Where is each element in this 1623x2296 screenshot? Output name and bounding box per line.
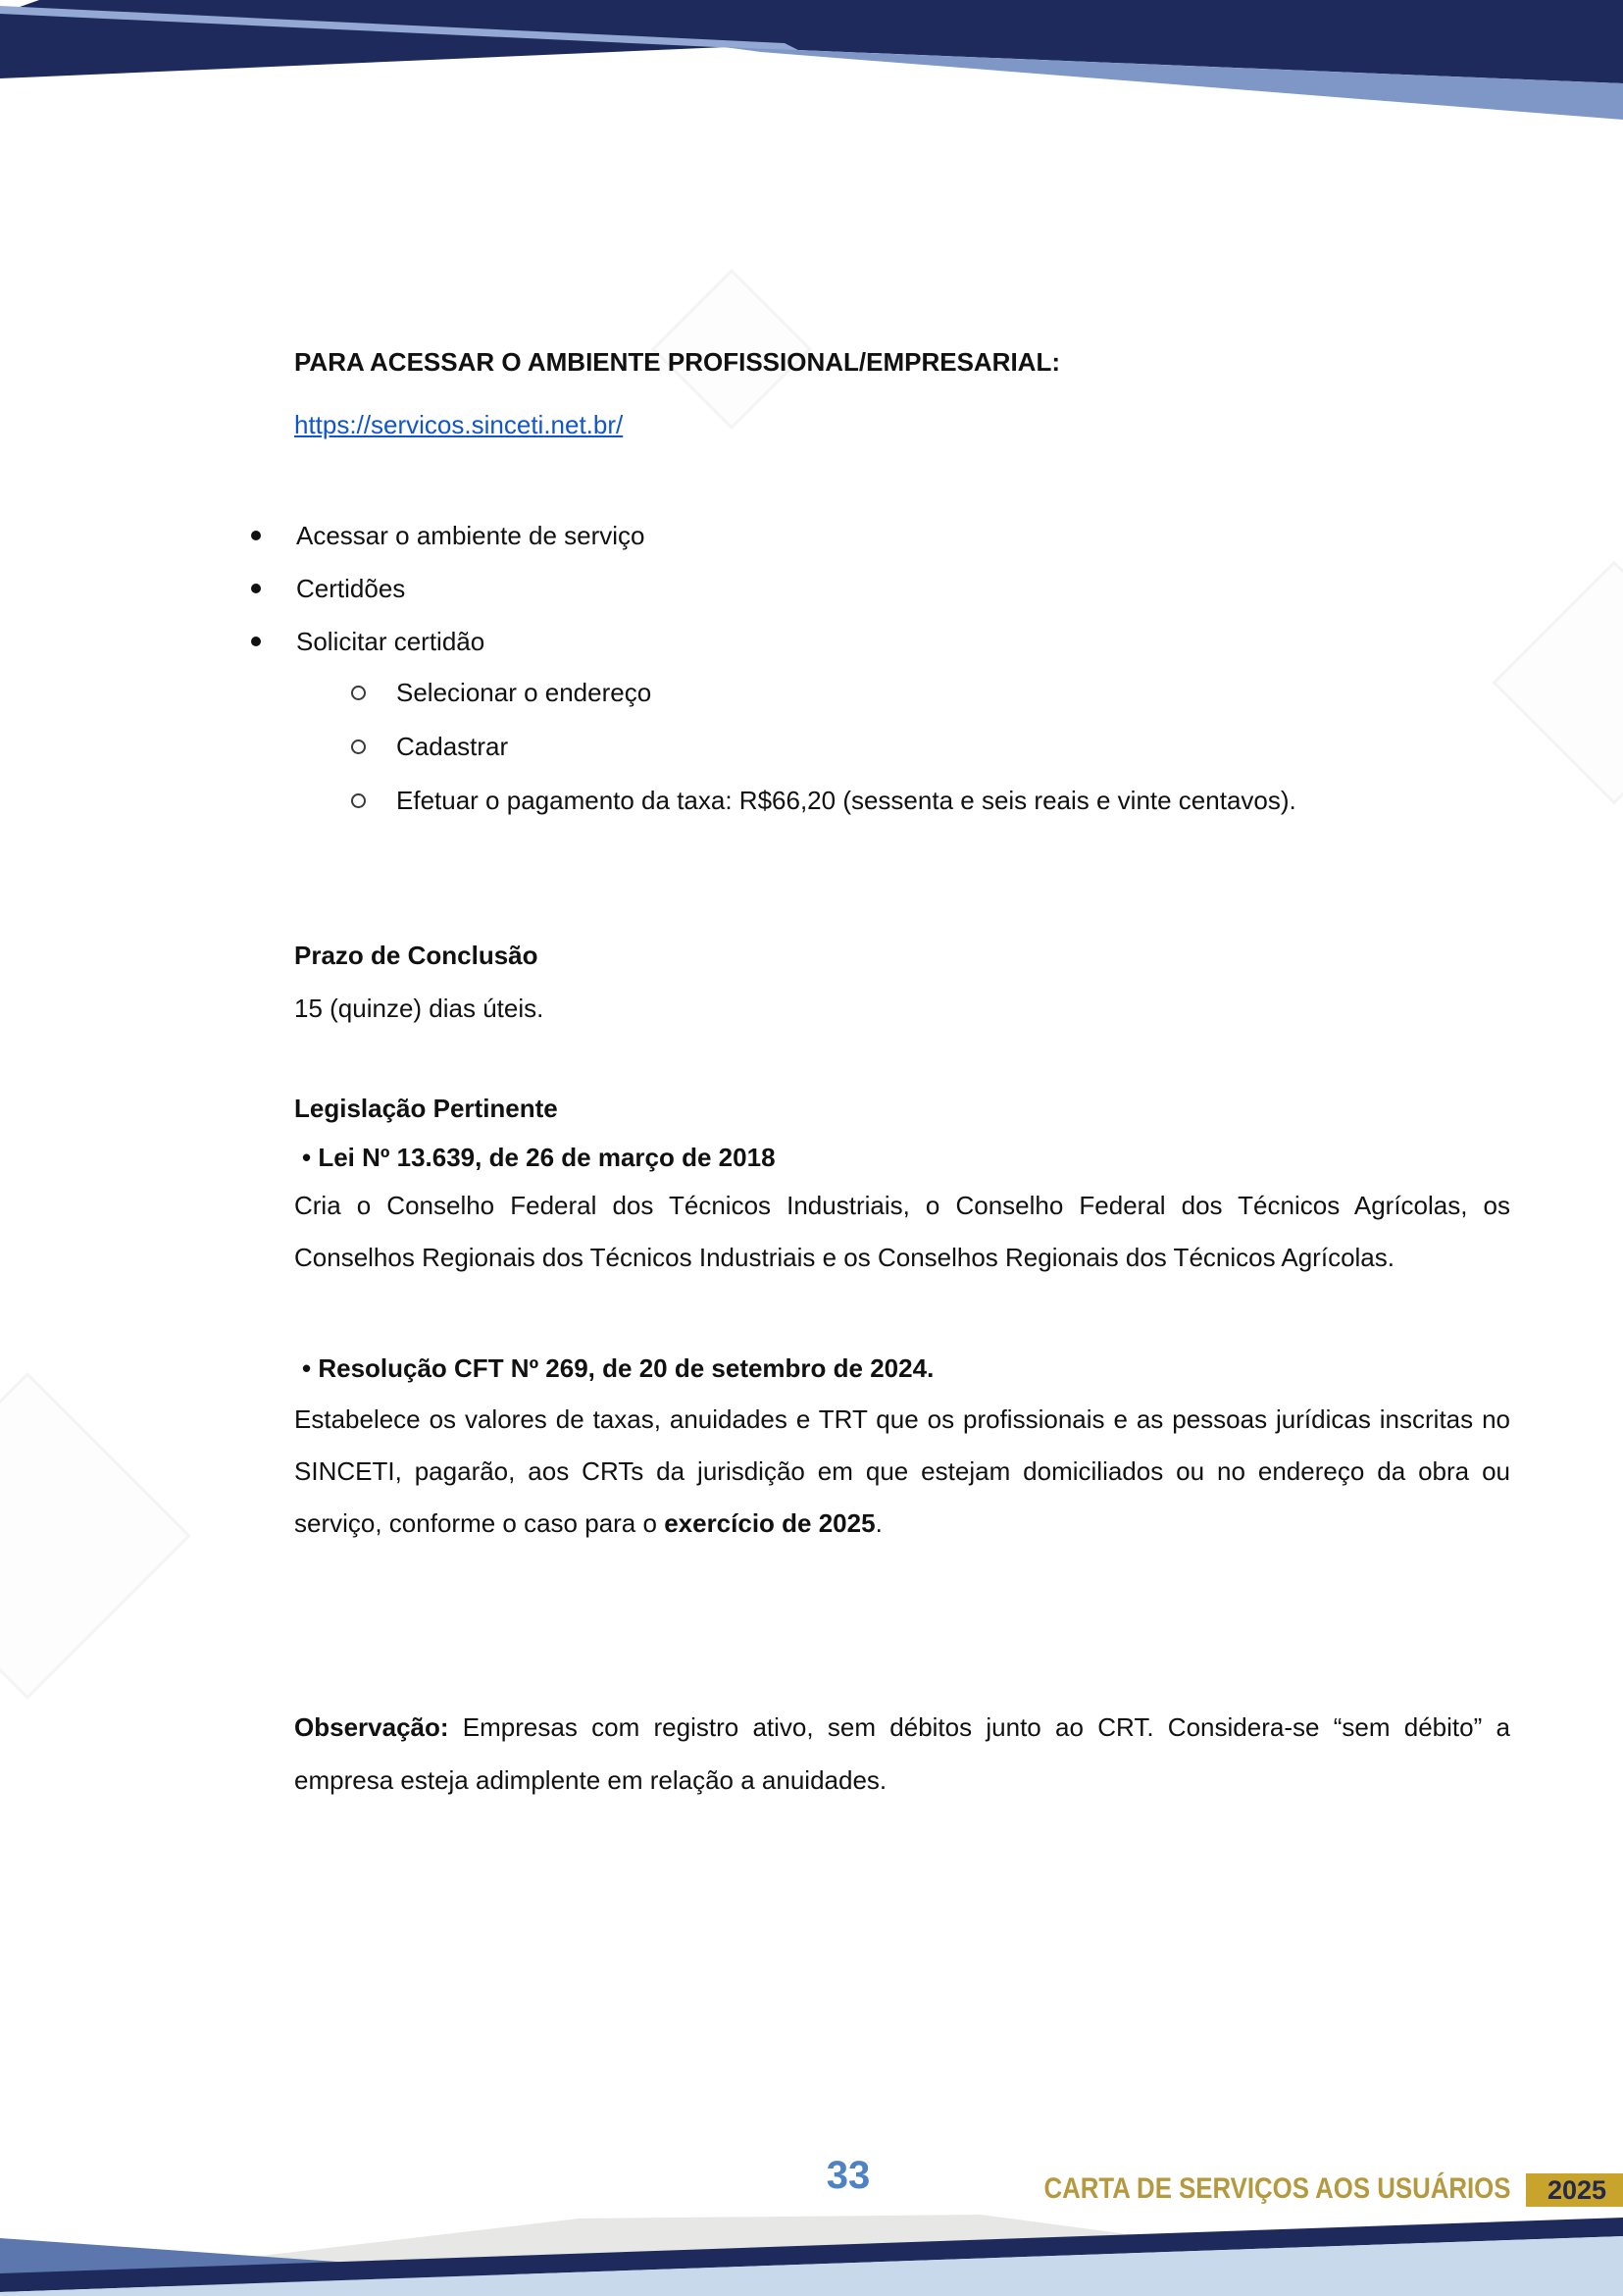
law2-body-bold-text: exercício de 2025	[664, 1508, 876, 1538]
law2-body	[294, 1394, 1510, 1550]
footer-banner-graphic	[0, 2134, 1623, 2296]
page-number: 33	[826, 2154, 871, 2197]
footer-title: CARTA DE SERVIÇOS AOS USUÁRIOS	[1043, 2172, 1510, 2205]
note-label: Observação:	[294, 1712, 449, 1742]
circle-bullet-icon	[351, 740, 366, 754]
list-item-label: Cadastrar	[396, 732, 509, 761]
deadline-text: 15 (quinze) dias úteis.	[294, 994, 544, 1023]
circle-bullet-icon	[351, 686, 366, 700]
note-text: Empresas com registro ativo, sem débitos junto ao CRT. Considera-se “sem débito” a empresa esteja adimplente em relação a anuidades.	[294, 1712, 1510, 1795]
substeps-list	[351, 666, 1623, 828]
law1-title: • Lei Nº 13.639, de 26 de março de 2018	[302, 1143, 776, 1172]
law2-title: • Resolução CFT Nº 269, de 20 de setembro de 2024.	[302, 1353, 935, 1383]
footer-year-label: 2025	[1547, 2174, 1607, 2205]
list-item-label: Solicitar certidão	[296, 626, 485, 656]
header-banner-graphic	[0, 0, 1623, 132]
list-item	[251, 615, 1546, 668]
steps-list	[251, 509, 1546, 668]
legislation-heading: Legislação Pertinente	[294, 1094, 558, 1123]
list-item	[351, 720, 1623, 774]
bullet-icon	[251, 584, 261, 593]
circle-bullet-icon	[351, 793, 366, 808]
list-item-label: Acessar o ambiente de serviço	[296, 520, 645, 550]
law2-body-period: .	[875, 1508, 883, 1538]
access-link-line	[294, 408, 623, 441]
bullet-icon	[251, 637, 261, 646]
deadline-heading: Prazo de Conclusão	[294, 941, 538, 970]
law2-body-text: Estabelece os valores de taxas, anuidades e TRT que os profissionais e as pessoas jurídicas inscritas no SINCETI, pagarão, aos CRTs da jurisdição em que estejam domiciliados ou no endereço da obra ou serviço, conforme o caso para o	[294, 1404, 1510, 1538]
list-item	[351, 666, 1623, 720]
list-item	[351, 774, 1623, 828]
note-paragraph	[294, 1701, 1510, 1807]
list-item	[251, 562, 1546, 615]
list-item-label: Efetuar o pagamento da taxa: R$66,20 (sessenta e seis reais e vinte centavos).	[396, 786, 1296, 815]
list-item-label: Selecionar o endereço	[396, 678, 652, 707]
bullet-icon	[251, 531, 261, 540]
law1-body: Cria o Conselho Federal dos Técnicos Industriais, o Conselho Federal dos Técnicos Agrícolas, os Conselhos Regionais dos Técnicos Industriais e os Conselhos Regionais dos Técnicos Agrícolas.	[294, 1191, 1510, 1272]
service-portal-link[interactable]: https://servicos.sinceti.net.br/	[294, 410, 624, 439]
list-item-label: Certidões	[296, 573, 406, 603]
section-heading: PARA ACESSAR O AMBIENTE PROFISSIONAL/EMPRESARIAL:	[294, 347, 1061, 377]
list-item	[251, 509, 1546, 562]
watermark-diamond	[0, 1372, 191, 1700]
